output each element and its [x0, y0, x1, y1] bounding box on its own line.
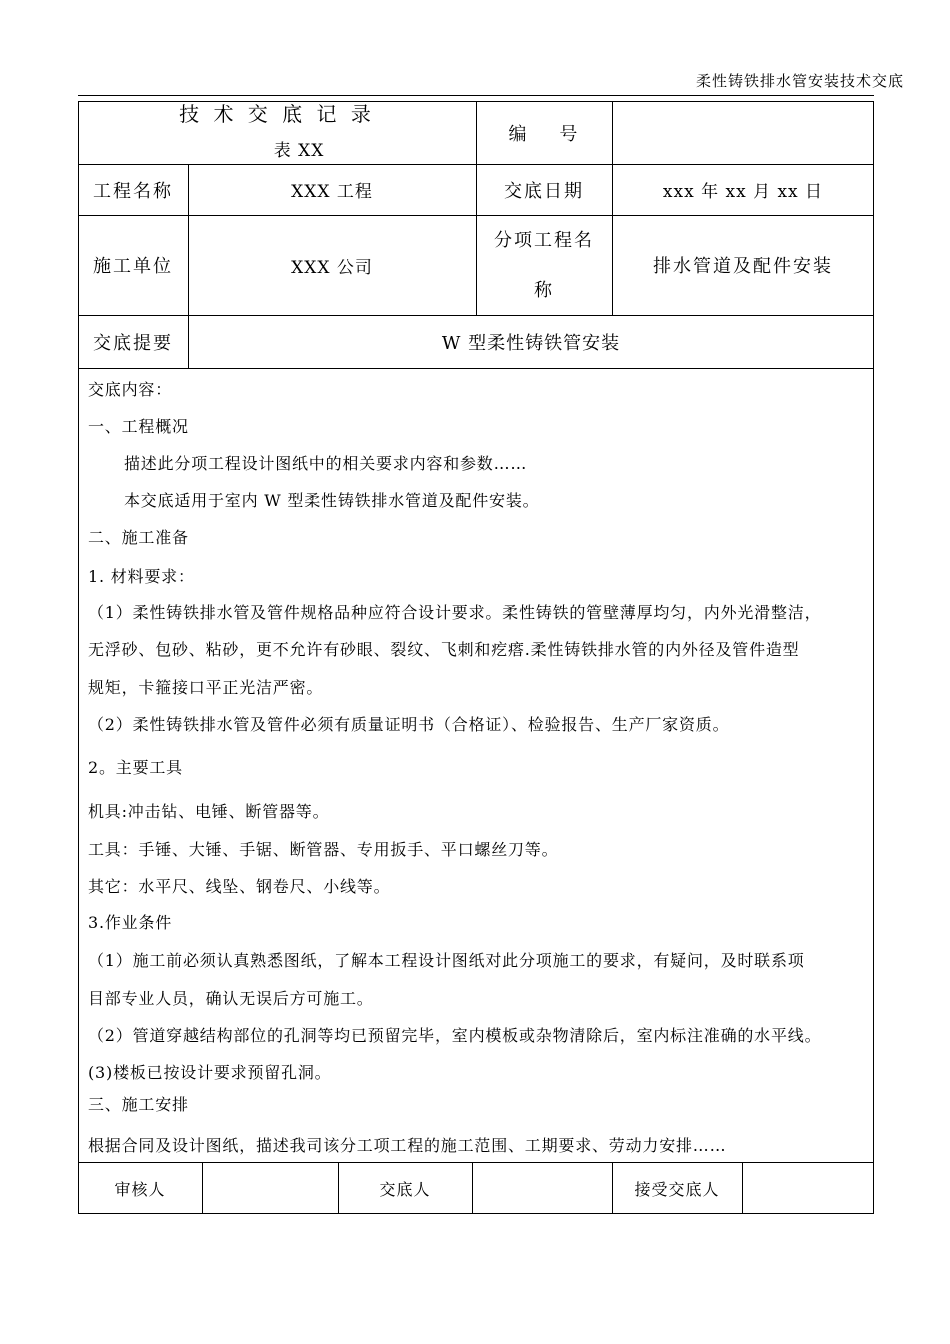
form-number: 表 XX	[273, 140, 325, 161]
presenter-label: 交底人	[379, 1179, 431, 1199]
content-line: 目部专业人员，确认无误后方可施工。	[88, 989, 374, 1008]
project-name-label: 工程名称	[93, 180, 173, 202]
content-line: 规矩，卡箍接口平正光洁严密。	[88, 678, 324, 697]
content-line: 本交底适用于室内 W 型柔性铸铁排水管道及配件安装。	[124, 491, 540, 510]
content-line: 3.作业条件	[88, 913, 173, 932]
content-line: 2。主要工具	[88, 758, 183, 777]
number-label: 编 号	[508, 123, 580, 145]
content-line: (3)楼板已按设计要求预留孔洞。	[88, 1063, 332, 1082]
content-line: （1）施工前必须认真熟悉图纸，了解本工程设计图纸对此分项施工的要求，有疑问，及时联系项	[88, 951, 805, 970]
subitem-value: 排水管道及配件安装	[653, 256, 833, 277]
reviewer-signature	[202, 1162, 338, 1214]
date-label: 交底日期	[504, 180, 584, 202]
document-header-title: 柔性铸铁排水管安装技术交底	[695, 72, 904, 90]
summary-label: 交底提要	[93, 332, 173, 354]
summary-value: W 型柔性铸铁管安装	[441, 332, 621, 354]
reviewer-label: 审核人	[114, 1179, 166, 1199]
receiver-signature	[742, 1162, 874, 1214]
presenter-signature	[472, 1162, 612, 1214]
content-line: 描述此分项工程设计图纸中的相关要求内容和参数……	[124, 454, 528, 473]
header-rule	[78, 95, 874, 96]
content-line: （2）管道穿越结构部位的孔洞等均已预留完毕，室内模板或杂物清除后，室内标注准确的水平线。	[88, 1026, 822, 1045]
content-line: 其它：水平尺、线坠、钢卷尺、小线等。	[88, 877, 391, 896]
content-line: 工具：手锤、大锤、手锯、断管器、专用扳手、平口螺丝刀等。	[88, 840, 559, 859]
record-title: 技 术 交 底 记 录	[179, 102, 375, 126]
date-value: xxx 年 xx 月 xx 日	[662, 182, 824, 202]
section-2-heading: 二、施工准备	[88, 528, 189, 547]
company-label: 施工单位	[93, 256, 173, 277]
content-line: 1. 材料要求：	[88, 567, 195, 586]
receiver-label: 接受交底人	[634, 1179, 720, 1199]
content-line: （2）柔性铸铁排水管及管件必须有质量证明书（合格证）、检验报告、生产厂家资质。	[88, 715, 730, 734]
disclosure-content	[78, 369, 874, 1162]
project-name-value: XXX 工程	[291, 182, 373, 202]
content-line: 机具:冲击钻、电锤、断管器等。	[88, 802, 330, 821]
content-line: 无浮砂、包砂、粘砂，更不允许有砂眼、裂纹、飞刺和疙瘩.柔性铸铁排水管的内外径及管件造型	[88, 640, 800, 659]
subitem-label-line2: 称	[534, 280, 554, 301]
company-value: XXX 公司	[291, 257, 373, 278]
number-value	[612, 101, 874, 164]
subitem-label-line1: 分项工程名	[494, 230, 594, 251]
section-1-heading: 一、工程概况	[88, 417, 189, 436]
content-line: 根据合同及设计图纸，描述我司该分工项工程的施工范围、工期要求、劳动力安排……	[88, 1136, 727, 1155]
content-heading: 交底内容：	[88, 380, 173, 399]
content-line: （1）柔性铸铁排水管及管件规格品种应符合设计要求。柔性铸铁的管壁薄厚均匀，内外光滑整洁，	[88, 603, 822, 622]
section-3-heading: 三、施工安排	[88, 1095, 189, 1114]
